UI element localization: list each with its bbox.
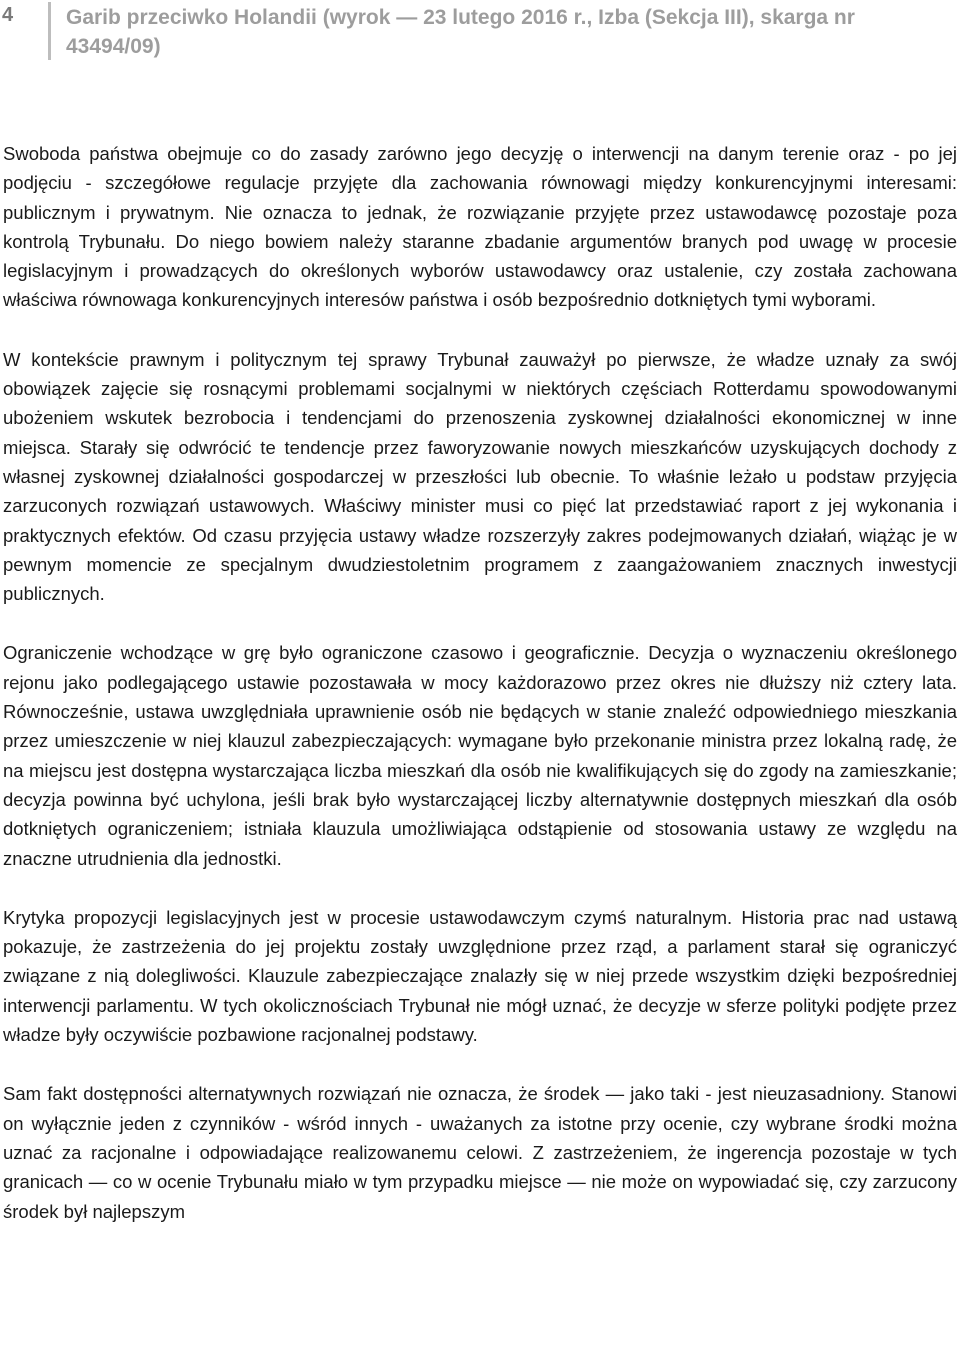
paragraph: Krytyka propozycji legislacyjnych jest w procesie ustawodawczym czymś naturalnym. Historia prac nad ustawą pokazuje, że zastrzeżenia do jej projektu zostały uwzględnione przez rząd, a parlament starał się ograniczyć związane z nią dolegliwości. Klauzule zabezpieczające znalazły się w niej przede wszystkim dzięki bezpośredniej interwencji parlamentu. W tych okolicznościach Trybunał nie mógł uznać, że decyzje w sferze polityki podjęte przez władze były oczywiście pozbawione racjonalnej podstawy. [3, 906, 957, 1046]
page-number: 4 [2, 4, 14, 26]
paragraph: Swoboda państwa obejmuje co do zasady zarówno jego decyzję o interwencji na danym terenie oraz - po jej podjęciu - szczegółowe regulacje przyjęte dla zachowania równowagi między konkurencyjnymi interesami: publicznym i prywatnym. Nie oznacza to jednak, że rozwiązanie przyjęte przez ustawodawcę pozostaje poza kontrolą Trybunału. Do niego bowiem należy staranne zbadanie argumentów branych pod uwagę w procesie legislacyjnym i prowadzących do określonych wyborów ustawodawcy oraz ustalenie, czy została zachowana właściwa równowaga konkurencyjnych interesów państwa i osób bezpośrednio dotkniętych tymi wyborami. [3, 143, 957, 311]
paragraph: W kontekście prawnym i politycznym tej sprawy Trybunał zauważył po pierwsze, że władze uznały za swój obowiązek zajęcie się rosnącymi problemami socjalnymi w niektórych częściach Rotterdamu spowodowanymi ubożeniem wskutek bezrobocia i tendencjami do przenoszenia zyskownej działalności ekonomicznej w inne miejsca. Starały się odwrócić te tendencje przez faworyzowanie nowych mieszkańców uzyskujących dochody z własnej zyskownej działalności gospodarczej w przeszłości lub obecnie. To właśnie leżało u podstaw przyjęcia zarzuconych rozwiązań ustawowych. Właściwy minister musi co pięć lat przedstawiać raport z jej wykonania i praktycznych efektów. Od czasu przyjęcia ustawy władze rozszerzyły zakres podejmowanych działań, wiążąc je w pewnym momencie ze specjalnym dwudziestoletnim programem z zaangażowaniem znacznych inwestycji publicznych. [3, 348, 957, 605]
running-title: Garib przeciwko Holandii (wyrok — 23 lutego 2016 r., Izba (Sekcja III), skarga nr 43494/09) [66, 6, 855, 58]
page-header [0, 0, 960, 62]
paragraph: Sam fakt dostępności alternatywnych rozwiązań nie oznacza, że środek — jako taki - jest nieuzasadniony. Stanowi on wyłącznie jeden z czynników - wśród innych - uważanych za istotne przy ocenie, czy wybrane środki można uznać za racjonalne i odpowiadające realizowanemu celowi. Z zastrzeżeniem, że ingerencja pozostaje w tych granicach — co w ocenie Trybunału miało w tym przypadku miejsce — nie może on wypowiadać się, czy zarzucony środek był najlepszym [3, 1083, 957, 1222]
document-body [3, 139, 957, 1226]
paragraph: Ograniczenie wchodzące w grę było ograniczone czasowo i geograficznie. Decyzja o wyznaczeniu określonego rejonu jako podlegającego ustawie pozostawała w mocy każdorazowo przez okres nie dłuższy niż cztery lata. Równocześnie, ustawa uwzględniała uprawnienie osób nie będących w stanie znaleźć odpowiedniego mieszkania przez umieszczenie w niej klauzul zabezpieczających: wymagane było przekonanie ministra przez lokalną radę, że na miejscu jest dostępna wystarczająca liczba mieszkań dla osób nie kwalifikujących się do zgody na zamieszkanie; decyzja powinna być uchylona, jeśli brak było wystarczającej liczby alternatywnie dostępnych mieszkań dla osób dotkniętych ograniczeniem; istniała klauzula umożliwiająca odstąpienie od stosowania ustawy ze względu na znaczne utrudnienia dla jednostki. [3, 642, 957, 869]
header-divider [48, 2, 51, 60]
